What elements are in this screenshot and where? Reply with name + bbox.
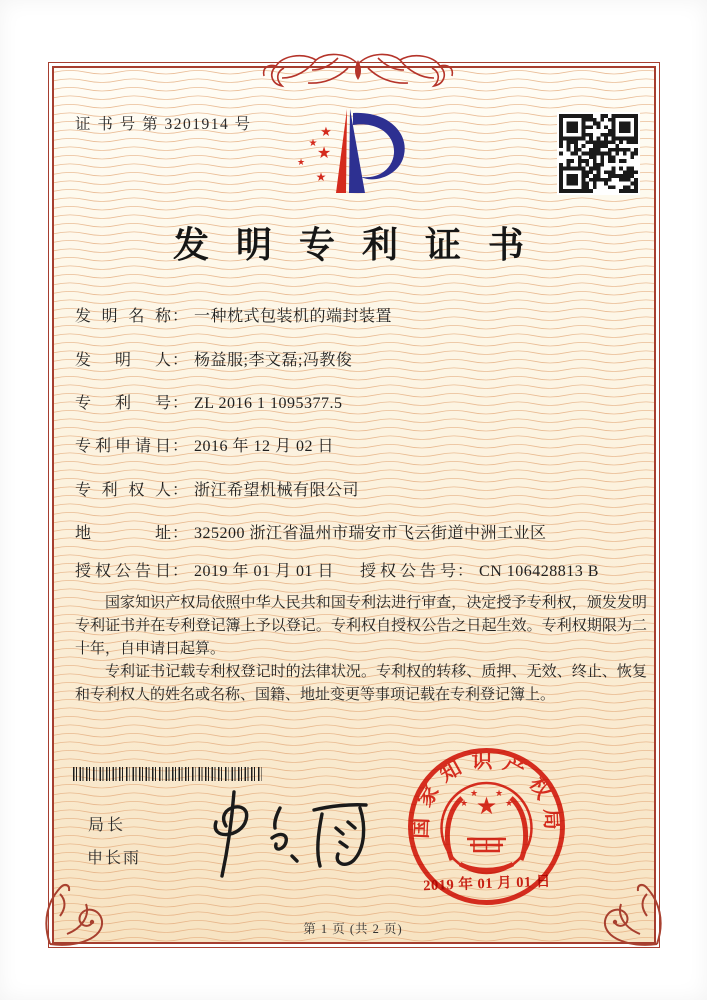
page-footer: 第 1 页 (共 2 页)	[303, 922, 403, 936]
svg-text:★: ★	[504, 798, 514, 808]
svg-text:★: ★	[475, 794, 498, 820]
field-row-inventors: 发明人： 杨益服;李文磊;冯教俊	[75, 347, 650, 370]
field-row-patentee: 专利权人： 浙江希望机械有限公司	[75, 477, 650, 500]
field-value: 2019 年 01 月 01 日	[194, 563, 335, 580]
svg-text:★: ★	[315, 170, 327, 184]
field-label: 授权公告日	[75, 563, 171, 580]
svg-text:★: ★	[308, 138, 318, 149]
svg-text:国家知识产权局: 国家知识产权局	[407, 748, 566, 840]
qr-code	[557, 112, 640, 195]
field-label: 专利申请日	[75, 438, 171, 455]
field-row-patent-number: 专利号： ZL 2016 1 1095377.5	[75, 390, 650, 413]
signature-icon	[168, 786, 386, 884]
legal-paragraph-1: 国家知识产权局依照中华人民共和国专利法进行审查，决定授予专利权，颁发发明专利证书并在专利登记簿上予以登记。专利权自授权公告之日起生效。专利权期限为二十年，自申请日起算。	[75, 595, 647, 657]
certificate-title: 发 明 专 利 证 书	[172, 225, 533, 265]
signer-name: 申长雨	[87, 850, 142, 867]
field-value: 一种枕式包装机的端封装置	[194, 308, 393, 325]
svg-text:★: ★	[459, 798, 469, 808]
field-label: 地址	[75, 525, 171, 542]
svg-text:★: ★	[494, 788, 504, 798]
grant-number-pair: 授权公告号： CN 106428813 B	[360, 558, 599, 581]
field-value: 浙江希望机械有限公司	[194, 482, 360, 499]
field-value: 杨益服;李文磊;冯教俊	[194, 352, 353, 369]
svg-text:★: ★	[469, 788, 479, 798]
svg-text:★: ★	[296, 157, 306, 167]
field-row-address: 地址： 325200 浙江省温州市瑞安市飞云街道中洲工业区	[75, 520, 650, 543]
field-value: 325200 浙江省温州市瑞安市飞云街道中洲工业区	[194, 525, 547, 542]
field-value: CN 106428813 B	[479, 563, 599, 580]
field-row-filing-date: 专利申请日： 2016 年 12 月 02 日	[75, 433, 650, 456]
legal-text	[75, 592, 647, 707]
cnipa-logo-icon	[293, 103, 417, 201]
field-label: 发明人	[75, 352, 171, 369]
field-label: 专利权人	[75, 482, 171, 499]
seal-date: 2019 年 01 月 01 日	[422, 873, 552, 895]
barcode	[73, 767, 263, 781]
signer-title: 局长	[88, 817, 127, 834]
field-value: ZL 2016 1 1095377.5	[194, 395, 343, 412]
field-row-invention-name: 发明名称： 一种枕式包装机的端封装置	[75, 303, 650, 326]
field-value: 2016 年 12 月 02 日	[194, 438, 335, 455]
field-label: 授权公告号	[360, 563, 456, 580]
legal-paragraph-2: 专利证书记载专利权登记时的法律状况。专利权的转移、质押、无效、终止、恢复和专利权人的姓名或名称、国籍、地址变更等事项记载在专利登记簿上。	[75, 664, 647, 703]
field-row-grant: 授权公告日： 2019 年 01 月 01 日 授权公告号： CN 106428813 B	[75, 558, 650, 581]
field-label: 专利号	[75, 395, 171, 412]
svg-text:★: ★	[320, 124, 332, 139]
svg-text:★: ★	[316, 145, 332, 162]
field-label: 发明名称	[75, 308, 171, 325]
certificate-number: 证 书 号 第 3201914 号	[75, 116, 252, 133]
